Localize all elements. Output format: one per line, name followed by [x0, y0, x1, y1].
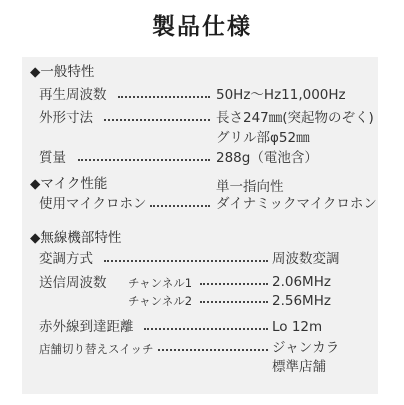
value-infrared-range: Lo 12m [272, 319, 323, 335]
leader-dots [200, 301, 268, 303]
value-mic-directivity: 単一指向性 [216, 179, 284, 195]
label-channel-2: チャンネル2 [128, 294, 193, 308]
value-channel-1: 2.06MHz [272, 274, 331, 290]
value-channel-2: 2.56MHz [272, 293, 331, 309]
leader-dots [200, 283, 268, 285]
value-mass: 288g（電池含） [216, 150, 318, 166]
value-modulation: 周波数変調 [272, 251, 340, 267]
leader-dots [118, 96, 210, 98]
section-heading-wireless: ◆無線機部特性 [30, 230, 122, 246]
label-playback-frequency: 再生周波数 [39, 87, 107, 103]
value-dimensions-length: 長さ247㎜(突起物のぞく) [216, 110, 374, 126]
label-modulation: 変調方式 [39, 251, 93, 267]
spec-panel [22, 57, 378, 394]
label-microphone: 使用マイクロホン [39, 196, 147, 212]
label-mass: 質量 [39, 150, 66, 166]
leader-dots [150, 205, 210, 207]
section-heading-mic: ◆マイク性能 [30, 176, 108, 192]
leader-dots [144, 328, 268, 330]
section-heading-general: ◆一般特性 [30, 64, 95, 80]
value-playback-frequency: 50Hz〜Hz11,000Hz [216, 87, 346, 103]
leader-dots [104, 119, 210, 121]
label-dimensions: 外形寸法 [39, 110, 93, 126]
leader-dots [158, 349, 268, 351]
value-store-switch-1: ジャンカラ [272, 340, 340, 356]
leader-dots [78, 159, 210, 161]
label-channel-1: チャンネル1 [128, 276, 193, 290]
label-infrared-range: 赤外線到達距離 [39, 319, 134, 335]
leader-dots [104, 260, 268, 262]
value-mic-type: ダイナミックマイクロホン [216, 196, 377, 212]
value-dimensions-grille: グリル部φ52㎜ [216, 130, 310, 146]
page-title: 製品仕様 [152, 13, 252, 40]
label-transmit-frequency: 送信周波数 [39, 275, 107, 291]
label-store-switch: 店舗切り替えスイッチ [39, 342, 154, 356]
value-store-switch-2: 標準店舗 [272, 359, 326, 375]
